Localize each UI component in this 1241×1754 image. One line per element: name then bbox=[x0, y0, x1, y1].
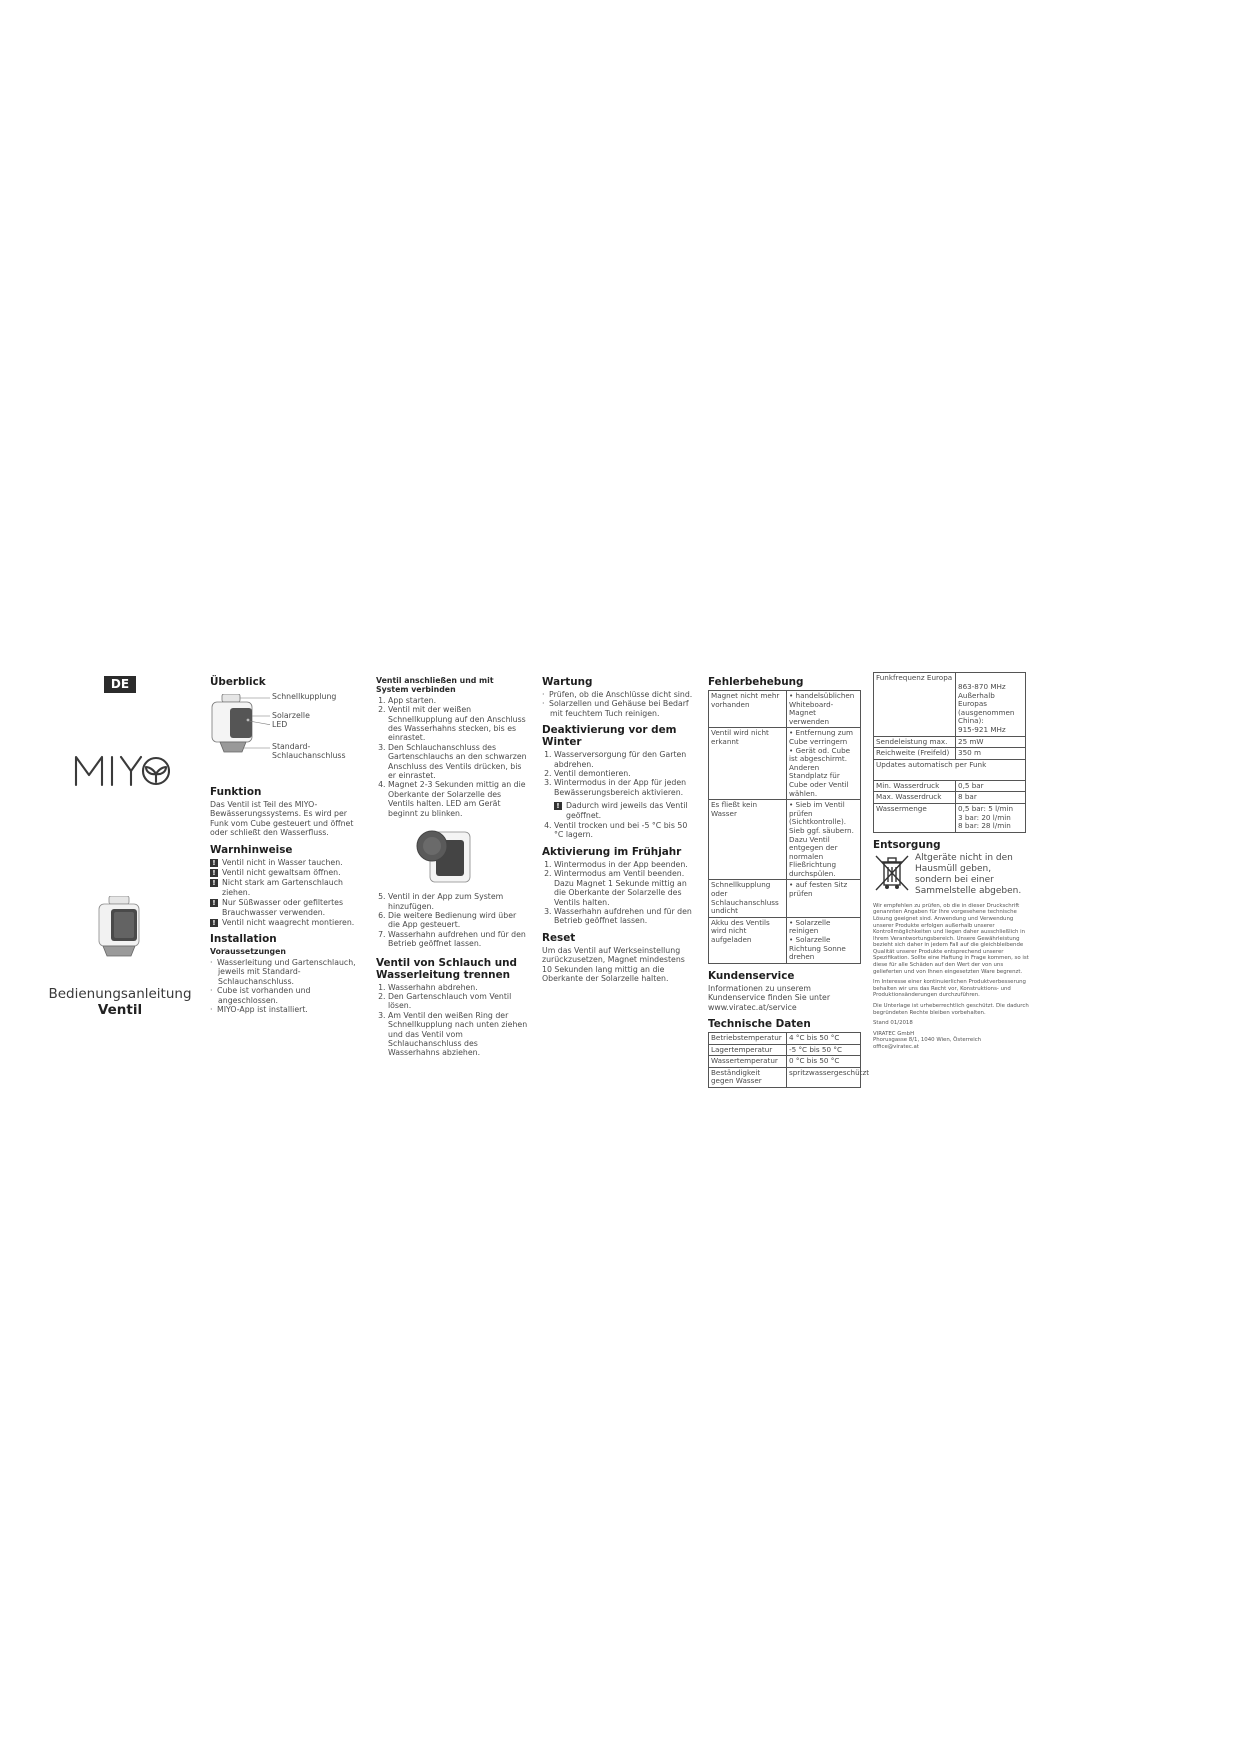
heading-entsorgung: Entsorgung bbox=[873, 838, 941, 851]
heading-reset: Reset bbox=[542, 931, 576, 944]
section-funktion bbox=[210, 786, 362, 838]
reset-text: Um das Ventil auf Werkseinstellung zurückzusetzen, Magnet mindestens 10 Sekunden lang mittig an die Oberkante der Solarzelle halten. bbox=[542, 945, 685, 983]
heading-aktivierung: Aktivierung im Frühjahr bbox=[542, 845, 682, 858]
section-aktivierung bbox=[542, 846, 696, 926]
section-wartung bbox=[542, 676, 696, 718]
section-entsorgung bbox=[873, 839, 1029, 897]
funktion-text: Das Ventil ist Teil des MIYO-Bewässerungssystems. Es wird per Funk vom Cube gesteuert und öffnet oder schließt den Wasserfluss. bbox=[210, 800, 354, 838]
table-cell: • Sieb im Ventil prüfen (Sichtkontrolle). Sieb ggf. säubern. Dazu Ventil entgegen der normalen Fließrichtung durchspülen. bbox=[787, 800, 861, 880]
table-row bbox=[709, 728, 861, 800]
specs-table bbox=[873, 672, 1026, 833]
list-item: · Prüfen, ob die Anschlüsse dicht sind. bbox=[550, 690, 696, 699]
column-1 bbox=[210, 676, 362, 1020]
entsorgung-text: Altgeräte nicht in den Hausmüll geben, sondern bei einer Sammelstelle abgeben. bbox=[915, 852, 1022, 896]
heading-deaktivierung: Deaktivierung vor dem Winter bbox=[542, 724, 677, 749]
disconnect-steps bbox=[376, 983, 528, 1058]
table-row bbox=[874, 673, 1026, 737]
table-row bbox=[874, 803, 1026, 832]
table-cell: 350 m bbox=[956, 748, 1026, 760]
table-cell: 25 mW bbox=[956, 736, 1026, 748]
warning-item: ! Ventil nicht in Wasser tauchen. bbox=[210, 858, 362, 867]
table-cell: Max. Wasserdruck bbox=[874, 792, 956, 804]
table-row bbox=[874, 792, 1026, 804]
list-item: · Solarzellen und Gehäuse bei Bedarf mit feuchtem Tuch reinigen. bbox=[550, 699, 696, 718]
company-name: VIRATEC GmbH bbox=[873, 1030, 915, 1037]
kundenservice-text bbox=[708, 984, 864, 1012]
deactivation-steps-a bbox=[542, 750, 696, 797]
warning-item: ! Ventil nicht waagrecht montieren. bbox=[210, 918, 362, 927]
label-led: LED bbox=[272, 720, 288, 729]
table-cell: Min. Wasserdruck bbox=[874, 780, 956, 792]
deactivation-steps-b bbox=[542, 821, 696, 840]
language-badge: DE bbox=[104, 676, 136, 693]
table-cell: 0 °C bis 50 °C bbox=[787, 1056, 861, 1068]
table-row bbox=[709, 917, 861, 963]
list-item: · MIYO-App ist installiert. bbox=[218, 1005, 362, 1014]
table-row bbox=[709, 800, 861, 880]
table-cell: -5 °C bis 50 °C bbox=[787, 1044, 861, 1056]
list-item: 3. Den Schlauchanschluss des Gartenschlauchs an den schwarzen Anschluss des Ventils drücken, bis er einrastet. bbox=[388, 743, 528, 781]
heading-ueberblick: Überblick bbox=[210, 676, 266, 688]
table-cell: 0,5 bar: 5 l/min 3 bar: 20 l/min 8 bar: 28 l/min bbox=[956, 803, 1026, 832]
table-row bbox=[874, 780, 1026, 792]
section-technische-daten bbox=[708, 1018, 870, 1088]
list-item: 1. Wintermodus in der App beenden. bbox=[554, 860, 696, 869]
list-item: 5. Ventil in der App zum System hinzufügen. bbox=[388, 892, 528, 911]
warning-item: ! Ventil nicht gewaltsam öffnen. bbox=[210, 868, 362, 877]
table-row bbox=[874, 736, 1026, 748]
company-email[interactable]: office@viratec.at bbox=[873, 1044, 919, 1050]
table-row bbox=[709, 1067, 861, 1087]
subheading-voraussetzungen: Voraussetzungen bbox=[210, 947, 286, 957]
list-item: 6. Die weitere Bedienung wird über die App gesteuert. bbox=[388, 911, 528, 930]
heading-funktion: Funktion bbox=[210, 786, 262, 798]
table-cell: spritzwassergeschützt bbox=[787, 1067, 861, 1087]
table-cell: Sendeleistung max. bbox=[874, 736, 956, 748]
list-item: · Wasserleitung und Gartenschlauch, jeweils mit Standard-Schlauchanschluss. bbox=[218, 958, 362, 986]
kundenservice-intro: Informationen zu unserem Kundenservice finden Sie unter bbox=[708, 983, 831, 1003]
table-cell: Funkfrequenz Europa bbox=[874, 673, 956, 737]
cover-title-line1: Bedienungsanleitung bbox=[48, 986, 192, 1002]
section-kundenservice bbox=[708, 970, 864, 1012]
heading-fehlerbehebung: Fehlerbehebung bbox=[708, 676, 804, 688]
cover-title-line2: Ventil bbox=[97, 1002, 143, 1018]
section-installation bbox=[210, 933, 362, 1014]
label-solarzelle: Solarzelle bbox=[272, 711, 310, 720]
table-cell: Beständigkeit gegen Wasser bbox=[709, 1067, 787, 1087]
table-row bbox=[709, 1056, 861, 1068]
list-item: 3. Am Ventil den weißen Ring der Schnellkupplung nach unten ziehen und das Ventil vom Schlauchanschluss des Wasserhahns abziehen. bbox=[388, 1011, 528, 1058]
cover-title bbox=[40, 986, 200, 1018]
table-cell: 8 bar bbox=[956, 792, 1026, 804]
legal-disclaimer: Wir empfehlen zu prüfen, ob die in dieser Druckschrift genannten Angaben für Ihre vorgesehene technische Lösung geeignet sind. Anwendung und Verwendung unserer Produkte erfolgen außerhalb unserer Kontrollmöglichkeiten und liegen daher ausschließlich in Ihrem Verantwortungsbereich. Unsere Gewährleistung bezieht sich daher in jedem Fall auf die gleichbleibende Qualität unserer Produkte entsprechend unserer Spezifikation. Sollte eine Haftung in Frage kommen, so ist diese für alle Schäden auf den Wert der von uns gelieferten und von Ihnen eingesetzten Ware begrenzt. bbox=[873, 902, 1029, 975]
list-item: 1. Wasserversorgung für den Garten abdrehen. bbox=[554, 750, 696, 769]
table-cell: 0,5 bar bbox=[956, 780, 1026, 792]
miyo-logo bbox=[74, 749, 170, 791]
list-item: 2. Ventil demontieren. bbox=[554, 769, 696, 778]
table-cell: Magnet nicht mehr vorhanden bbox=[709, 691, 787, 728]
company-address: Phorusgasse 8/1, 1040 Wien, Österreich bbox=[873, 1037, 982, 1044]
label-standard-schlauchanschluss: Standard-Schlauchanschluss bbox=[272, 742, 346, 761]
table-row bbox=[709, 1033, 861, 1045]
list-item: · Cube ist vorhanden und angeschlossen. bbox=[218, 986, 362, 1005]
table-cell: • Entfernung zum Cube verringern • Gerät od. Cube ist abgeschirmt. Anderen Standplatz für Cube oder Ventil wählen. bbox=[787, 728, 861, 800]
heading-kundenservice: Kundenservice bbox=[708, 969, 795, 982]
section-fehlerbehebung bbox=[708, 676, 864, 964]
technical-data-table bbox=[708, 1032, 870, 1088]
label-schnellkupplung: Schnellkupplung bbox=[272, 692, 337, 701]
magnet-on-valve-image bbox=[376, 822, 528, 888]
list-item: 4. Magnet 2-3 Sekunden mittig an die Oberkante der Solarzelle des Ventils halten. LED am Gerät beginnt zu blinken. bbox=[388, 780, 528, 818]
table-cell: Schnellkupplung oder Schlauchanschluss undicht bbox=[709, 880, 787, 917]
table-cell: • handelsüblichen Whiteboard-Magnet verwenden bbox=[787, 691, 861, 728]
heading-warnhinweise: Warnhinweise bbox=[210, 843, 293, 856]
connect-steps-a bbox=[376, 696, 528, 818]
table-cell: Wassertemperatur bbox=[709, 1056, 787, 1068]
table-cell: 4 °C bis 50 °C bbox=[787, 1033, 861, 1045]
table-cell: Ventil wird nicht erkannt bbox=[709, 728, 787, 800]
column-4 bbox=[708, 676, 870, 1094]
prerequisites-list bbox=[210, 958, 362, 1014]
troubleshooting-table bbox=[708, 690, 861, 964]
table-cell: Betriebstemperatur bbox=[709, 1033, 787, 1045]
list-item: 2. Den Gartenschlauch vom Ventil lösen. bbox=[388, 992, 528, 1011]
table-cell: Updates automatisch per Funk bbox=[874, 759, 1026, 780]
heading-installation: Installation bbox=[210, 933, 277, 946]
section-warnhinweise bbox=[210, 844, 362, 928]
list-item: 3. Wasserhahn aufdrehen und für den Betrieb geöffnet lassen. bbox=[554, 907, 696, 926]
heading-technische-daten: Technische Daten bbox=[708, 1018, 811, 1031]
table-row bbox=[709, 691, 861, 728]
imprint bbox=[873, 1031, 1029, 1051]
maintenance-list bbox=[542, 690, 696, 718]
service-link[interactable]: www.viratec.at/service bbox=[708, 1002, 797, 1012]
legal-changes: Im Interesse einer kontinuierlichen Produktverbesserung behalten wir uns das Recht vor, Konstruktions- und Produktionsänderungen durchzuführen. bbox=[873, 979, 1026, 999]
deactivation-note: ! Dadurch wird jeweils das Ventil geöffnet. bbox=[552, 801, 696, 820]
table-cell: Reichweite (Freifeld) bbox=[874, 748, 956, 760]
column-3 bbox=[542, 676, 696, 989]
warning-item: ! Nicht stark am Gartenschlauch ziehen. bbox=[210, 878, 362, 897]
heading-trennen: Ventil von Schlauch und Wasserleitung trennen bbox=[376, 956, 517, 981]
table-row bbox=[874, 748, 1026, 760]
entsorgung-block bbox=[873, 853, 1029, 897]
warning-item: ! Nur Süßwasser oder gefiltertes Brauchwasser verwenden. bbox=[210, 898, 362, 917]
heading-wartung: Wartung bbox=[542, 676, 593, 688]
list-item: 2. Wintermodus am Ventil beenden. Dazu Magnet 1 Sekunde mittig an die Oberkante der Solarzelle des Ventils halten. bbox=[554, 869, 696, 907]
overview-diagram bbox=[210, 692, 362, 786]
list-item: 4. Ventil trocken und bei -5 °C bis 50 °C lagern. bbox=[554, 821, 696, 840]
valve-diagram-image bbox=[210, 694, 270, 754]
table-cell: 863-870 MHz Außerhalb Europas (ausgenommen China): 915-921 MHz bbox=[956, 673, 1026, 737]
table-row bbox=[874, 759, 1026, 780]
table-cell: Akku des Ventils wird nicht aufgeladen bbox=[709, 917, 787, 963]
table-cell: • Solarzelle reinigen • Solarzelle Richtung Sonne drehen bbox=[787, 917, 861, 963]
crossed-bin-icon bbox=[873, 853, 911, 893]
list-item: 7. Wasserhahn aufdrehen und für den Betrieb geöffnet lassen. bbox=[388, 930, 528, 949]
table-cell: Wassermenge bbox=[874, 803, 956, 832]
table-row bbox=[709, 1044, 861, 1056]
list-item: 1. Wasserhahn abdrehen. bbox=[388, 983, 528, 992]
activation-steps bbox=[542, 860, 696, 926]
list-item: 1. App starten. bbox=[388, 696, 528, 705]
section-trennen bbox=[376, 957, 528, 1058]
valve-product-image bbox=[95, 896, 143, 958]
heading-anschliessen: Ventil anschließen und mit System verbinden bbox=[376, 676, 494, 695]
section-deaktivierung bbox=[542, 724, 696, 840]
list-item: 2. Ventil mit der weißen Schnellkupplung auf den Anschluss des Wasserhahns stecken, bis es einrastet. bbox=[388, 705, 528, 743]
list-item: 3. Wintermodus in der App für jeden Bewässerungsbereich aktivieren. bbox=[554, 778, 696, 797]
table-row bbox=[709, 880, 861, 917]
column-5 bbox=[873, 672, 1029, 1055]
table-cell: Lagertemperatur bbox=[709, 1044, 787, 1056]
section-reset bbox=[542, 932, 696, 984]
document-date: Stand 01/2018 bbox=[873, 1020, 913, 1027]
table-cell: • auf festen Sitz prüfen bbox=[787, 880, 861, 917]
table-cell: Es fließt kein Wasser bbox=[709, 800, 787, 880]
legal-copyright: Die Unterlage ist urheberrechtlich geschützt. Die dadurch begründeten Rechte bleiben vorbehalten. bbox=[873, 1003, 1029, 1016]
connect-steps-b bbox=[376, 892, 528, 948]
column-2 bbox=[376, 676, 528, 1064]
